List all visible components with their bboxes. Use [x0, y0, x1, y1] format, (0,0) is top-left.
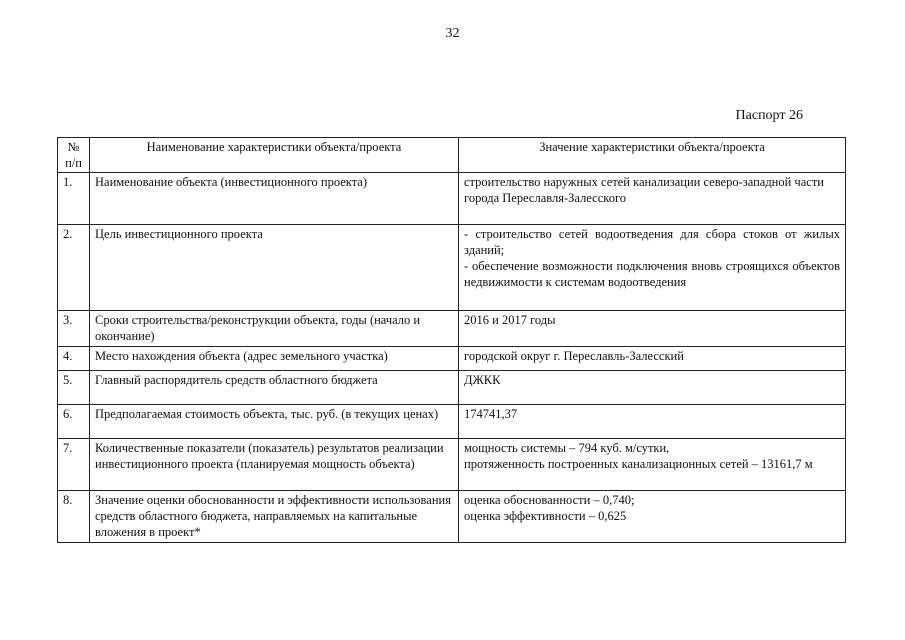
row-value-line: 2016 и 2017 годы [464, 313, 556, 327]
row-num: 7. [58, 439, 90, 491]
row-value [459, 347, 846, 371]
row-name: Количественные показатели (показатель) результатов реализации инвестиционного проекта (планируемая мощность объекта) [90, 439, 459, 491]
row-value [459, 173, 846, 225]
row-value-line: - обеспечение возможности подключения вновь строящихся объектов недвижимости к системам водоотведения [464, 259, 840, 289]
row-value-line: протяженность построенных канализационных сетей – 13161,7 м [464, 457, 813, 471]
row-value-line: оценка эффективности – 0,625 [464, 509, 627, 523]
row-value-line: ДЖКК [464, 373, 501, 387]
table-row [58, 311, 846, 347]
passport-label: Паспорт 26 [735, 108, 803, 123]
table-row [58, 173, 846, 225]
row-value [459, 405, 846, 439]
row-value-line: городской округ г. Переславль-Залесский [464, 349, 684, 363]
row-name: Значение оценки обоснованности и эффективности использования средств областного бюджета, направляемых на капитальные вложения в проект* [90, 491, 459, 543]
row-num: 6. [58, 405, 90, 439]
row-name: Предполагаемая стоимость объекта, тыс. руб. (в текущих ценах) [90, 405, 459, 439]
table-row [58, 347, 846, 371]
row-value-line: мощность системы – 794 куб. м/сутки, [464, 441, 670, 455]
header-name: Наименование характеристики объекта/проекта [90, 138, 459, 173]
row-name: Цель инвестиционного проекта [90, 225, 459, 311]
row-name: Наименование объекта (инвестиционного проекта) [90, 173, 459, 225]
row-value-line: 174741,37 [464, 407, 518, 421]
table-row [58, 491, 846, 543]
row-value-line: - строительство сетей водоотведения для сбора стоков от жилых зданий; [464, 227, 840, 257]
row-value [459, 225, 846, 311]
row-num: 8. [58, 491, 90, 543]
row-name: Место нахождения объекта (адрес земельного участка) [90, 347, 459, 371]
page-number: 32 [445, 26, 460, 41]
row-name: Сроки строительства/реконструкции объекта, годы (начало и окончание) [90, 311, 459, 347]
row-num: 5. [58, 371, 90, 405]
table-row [58, 225, 846, 311]
table-header-row [58, 138, 846, 173]
row-num: 3. [58, 311, 90, 347]
row-value [459, 491, 846, 543]
row-value-line: оценка обоснованности – 0,740; [464, 493, 635, 507]
row-num: 1. [58, 173, 90, 225]
table-row [58, 405, 846, 439]
row-value [459, 439, 846, 491]
row-num: 4. [58, 347, 90, 371]
header-num: № п/п [58, 138, 90, 173]
row-name: Главный распорядитель средств областного бюджета [90, 371, 459, 405]
row-value [459, 371, 846, 405]
row-value-line: строительство наружных сетей канализации северо-западной части города Переславля-Залесского [464, 175, 824, 205]
table-row [58, 439, 846, 491]
table-row [58, 371, 846, 405]
passport-table [57, 137, 846, 543]
row-num: 2. [58, 225, 90, 311]
row-value [459, 311, 846, 347]
header-value: Значение характеристики объекта/проекта [459, 138, 846, 173]
